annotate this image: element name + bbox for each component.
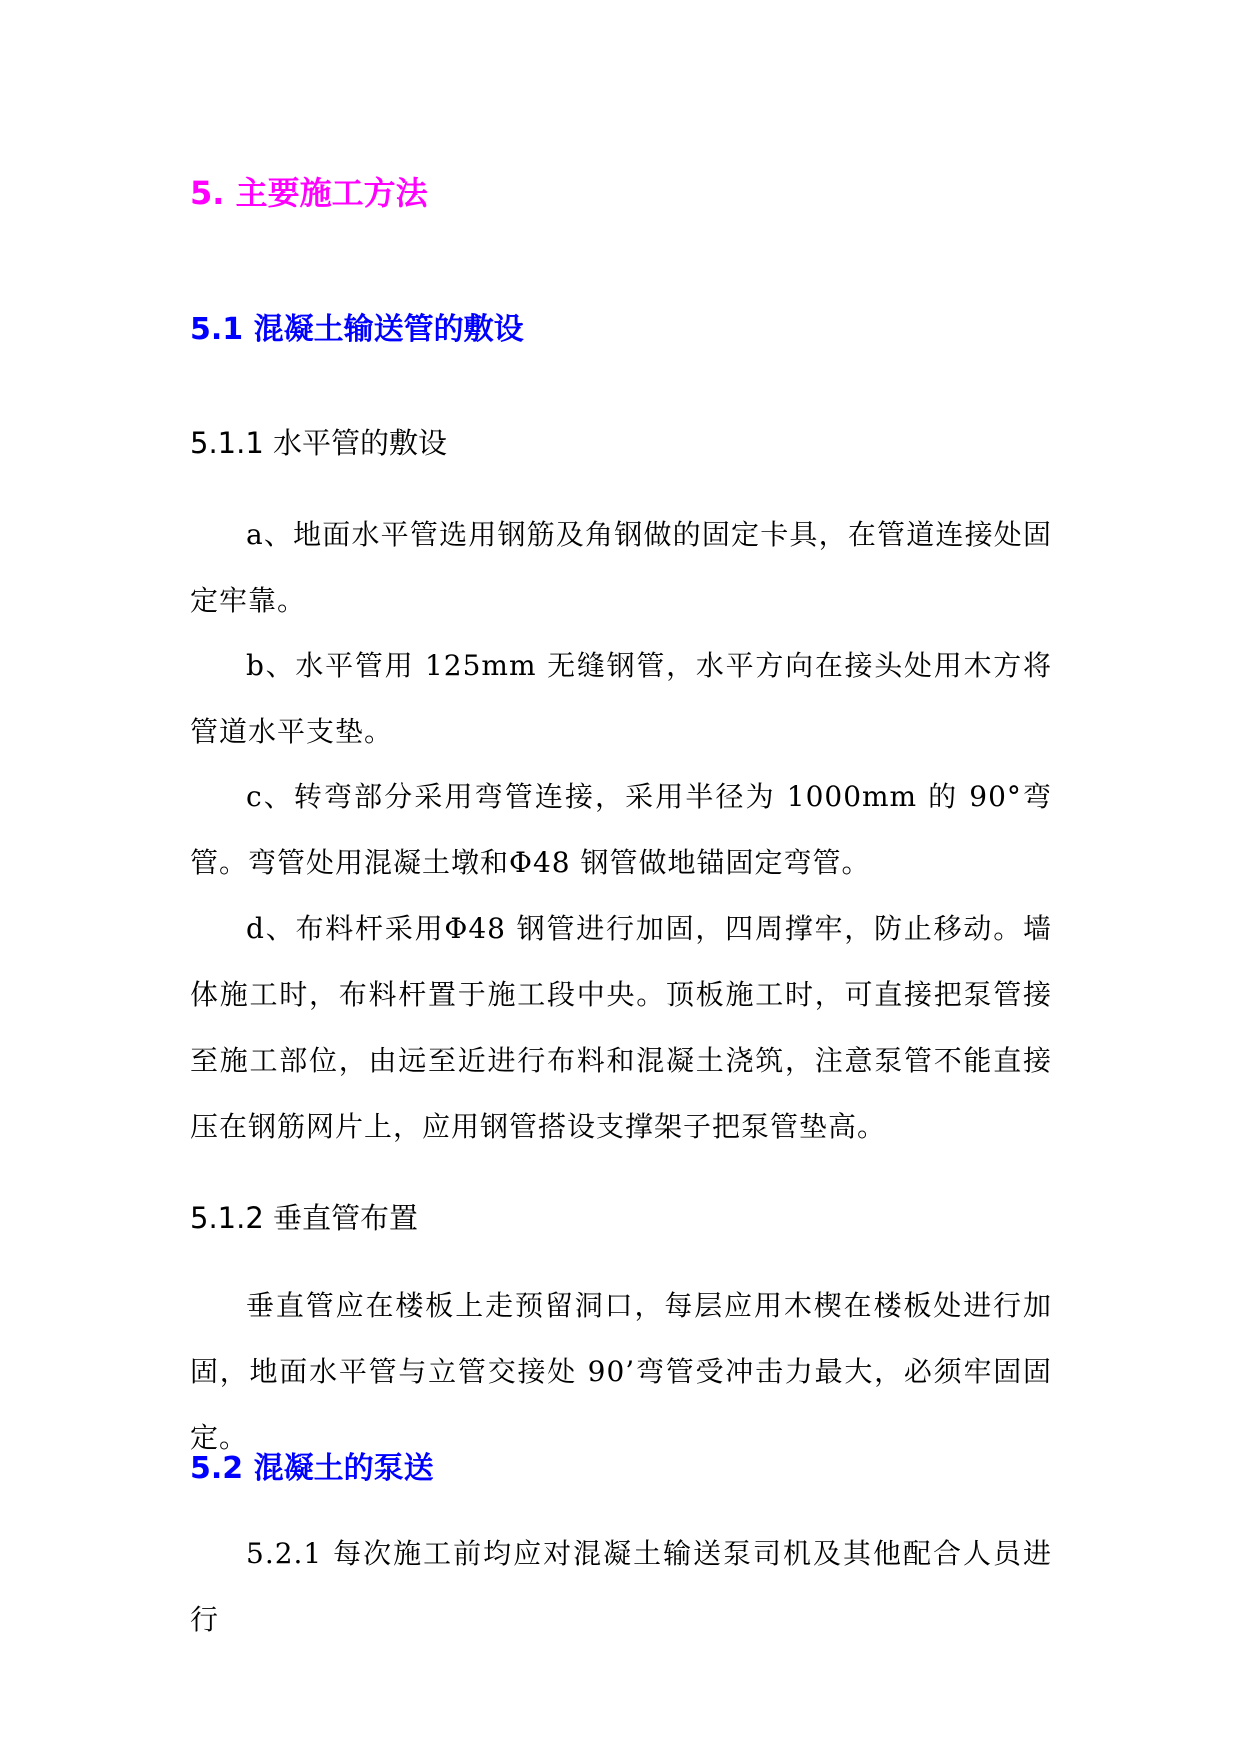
paragraph-item-b: b、水平管用 125mm 无缝钢管，水平方向在接头处用木方将管道水平支垫。: [190, 649, 1052, 748]
section-5-heading: 5. 主要施工方法: [190, 174, 428, 212]
section-5-2-heading: 5.2 混凝土的泵送: [190, 1451, 434, 1486]
section-5-1-2-heading: 5.1.2 垂直管布置: [190, 1201, 419, 1235]
section-5-1-heading: 5.1 混凝土输送管的敷设: [190, 312, 524, 347]
paragraph-item-a: a、地面水平管选用钢筋及角钢做的固定卡具，在管道连接处固定牢靠。: [190, 518, 1052, 617]
paragraph-vertical-pipe: 垂直管应在楼板上走预留洞口，每层应用木楔在楼板处进行加固，地面水平管与立管交接处 90’弯管受冲击力最大，必须牢固固定。: [190, 1289, 1052, 1454]
paragraph-item-d: d、布料杆采用Φ48 钢管进行加固，四周撑牢，防止移动。墙体施工时，布料杆置于施工段中央。顶板施工时，可直接把泵管接至施工部位，由远至近进行布料和混凝土浇筑，注意泵管不能直接压在钢筋网片上，应用钢管搭设支撑架子把泵管垫高。: [190, 912, 1052, 1143]
section-5-1-1-heading: 5.1.1 水平管的敷设: [190, 426, 448, 460]
paragraph-item-c: c、转弯部分采用弯管连接，采用半径为 1000mm 的 90°弯管。弯管处用混凝土墩和Φ48 钢管做地锚固定弯管。: [190, 780, 1052, 879]
paragraph-5-2-1: 5.2.1 每次施工前均应对混凝土输送泵司机及其他配合人员进行: [190, 1537, 1052, 1636]
